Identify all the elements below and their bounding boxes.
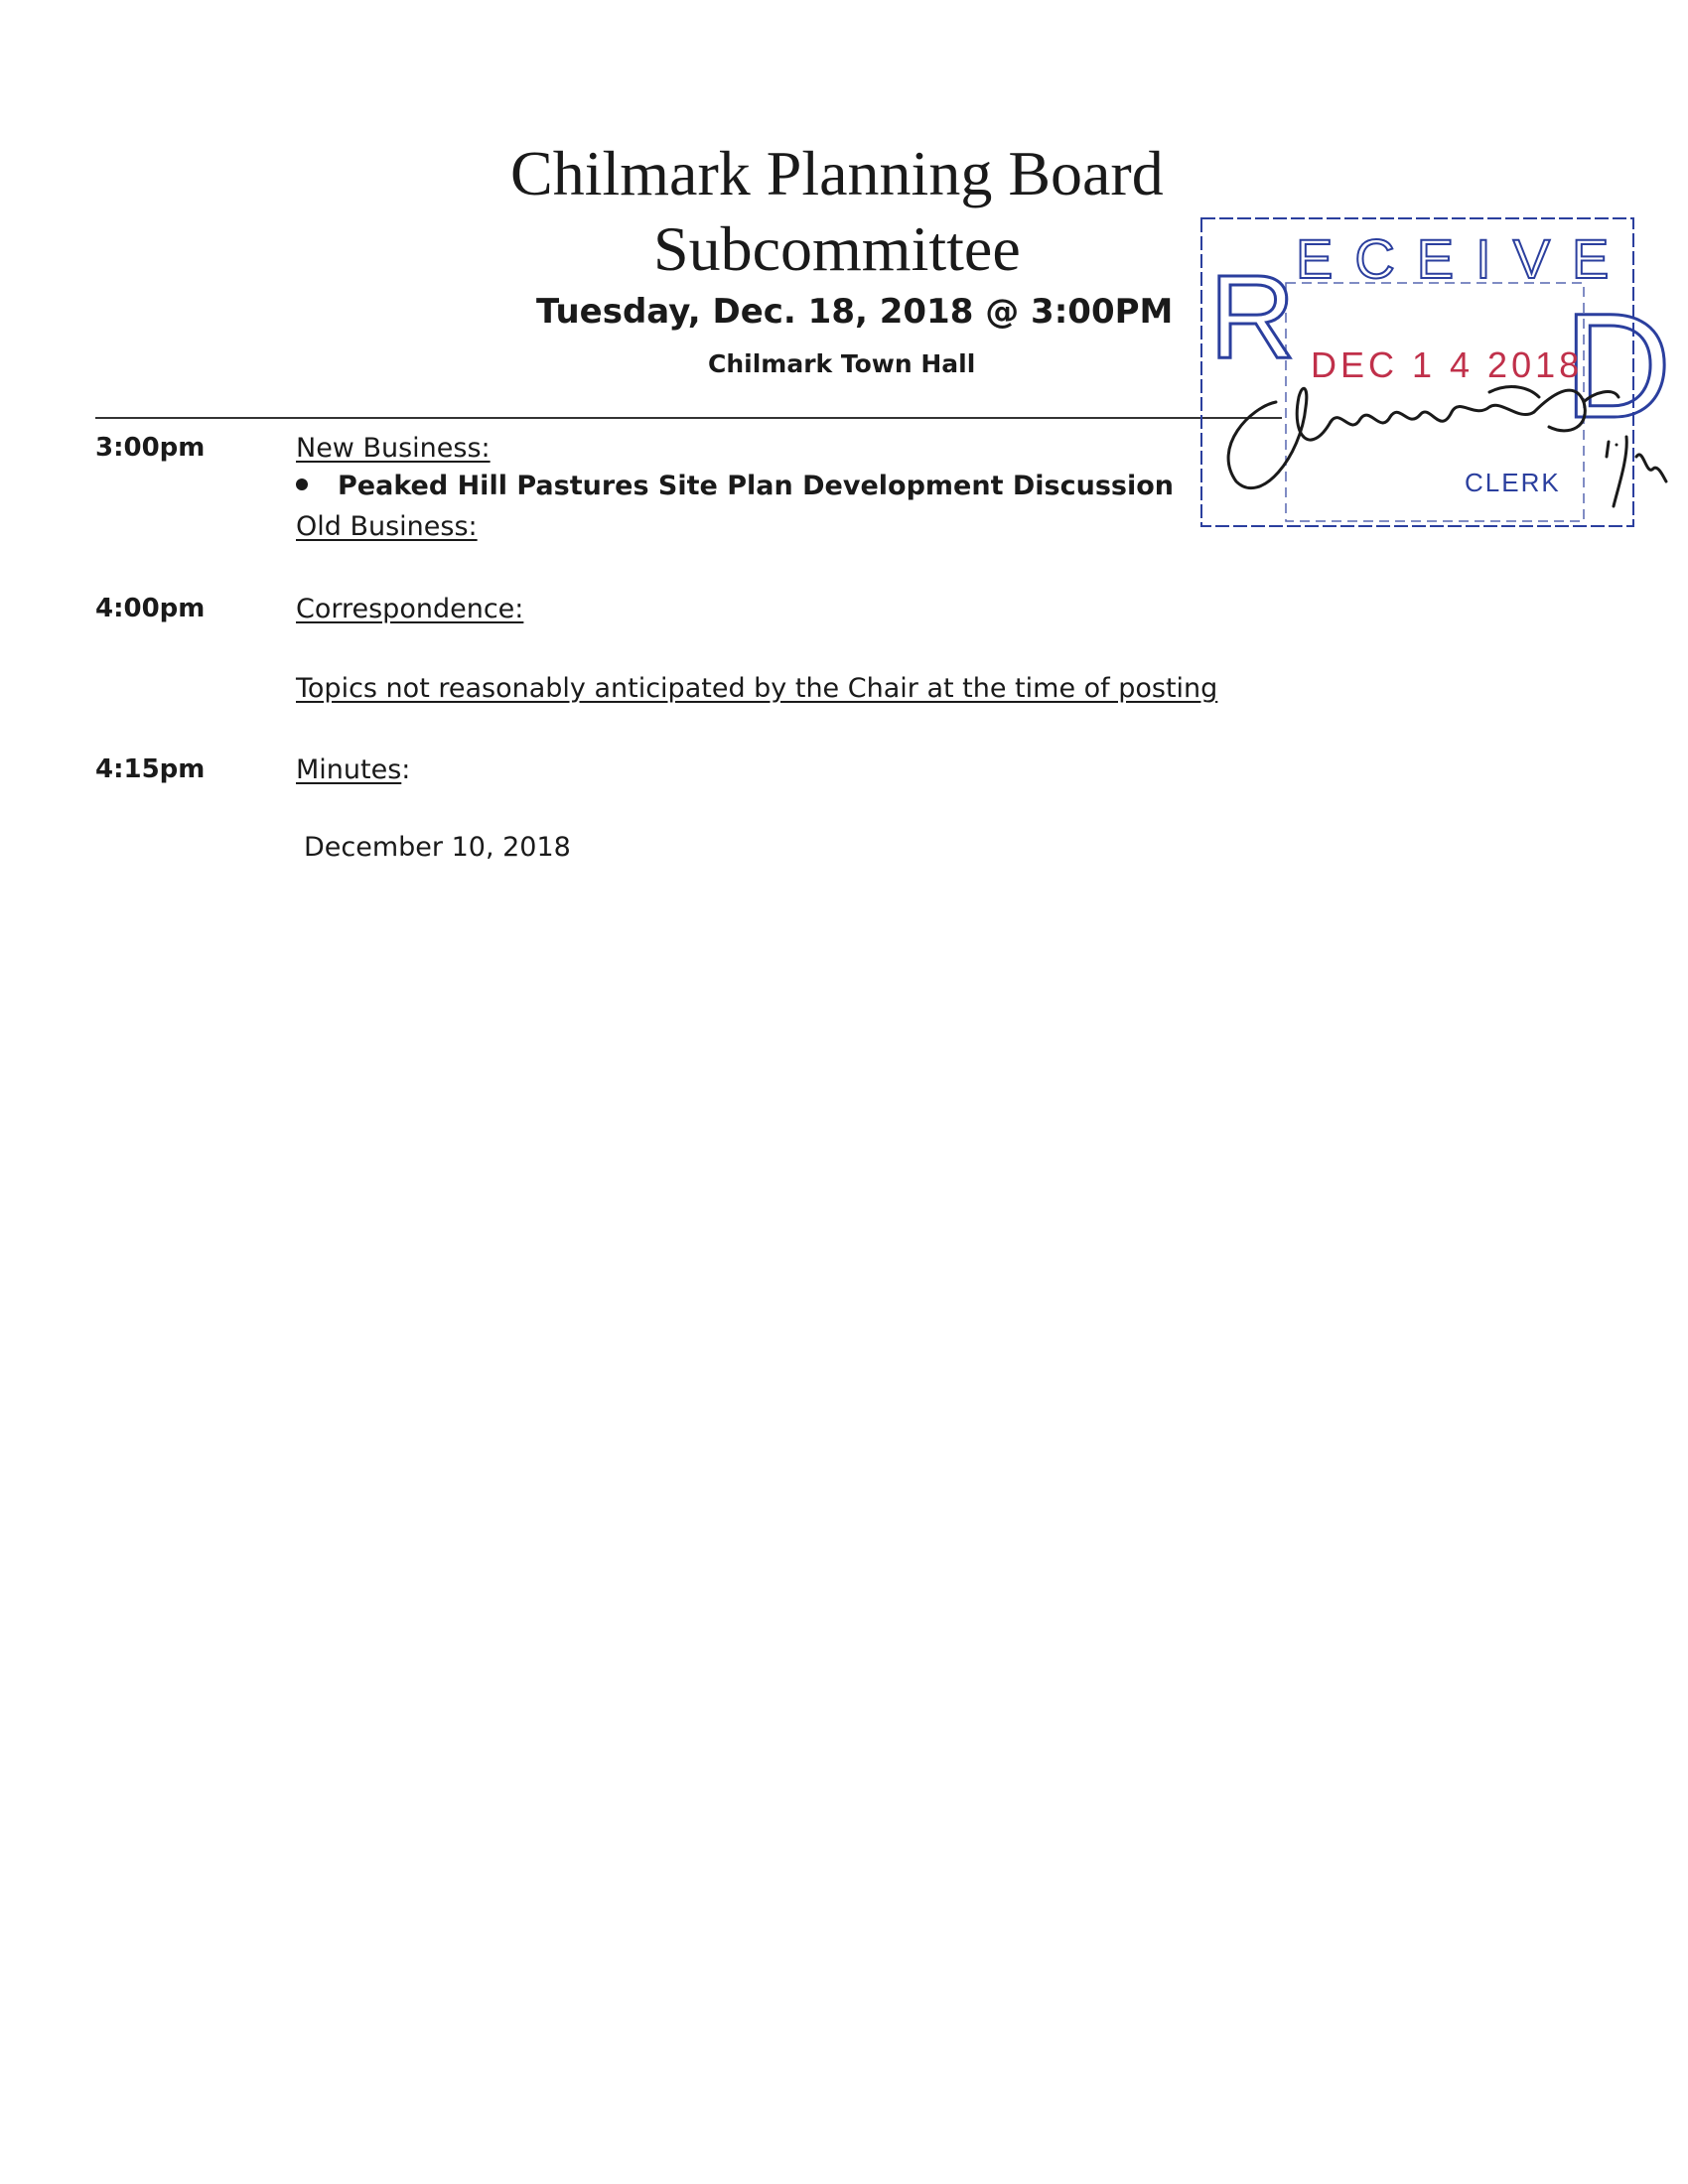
minutes-date: December 10, 2018 — [304, 832, 571, 863]
stamp-received-text: ECEIVE — [1296, 227, 1631, 290]
received-stamp — [1192, 208, 1672, 536]
agenda-time-3: 4:15pm — [95, 754, 206, 784]
stamp-letter-d: D — [1564, 282, 1672, 449]
minutes-heading-colon: : — [401, 754, 411, 785]
new-business-item — [296, 471, 1174, 501]
received-stamp-graphic — [1192, 208, 1672, 536]
new-business-item-text: Peaked Hill Pastures Site Plan Development Discussion — [338, 471, 1175, 501]
new-business-heading: New Business: — [296, 433, 491, 464]
correspondence-heading: Correspondence: — [296, 594, 524, 624]
meeting-date-time: Tuesday, Dec. 18, 2018 @ 3:00PM — [536, 292, 1174, 332]
minutes-heading-label: Minutes — [296, 754, 402, 785]
agenda-time-1: 3:00pm — [95, 433, 206, 463]
old-business-heading: Old Business: — [296, 511, 478, 542]
bullet-icon — [296, 478, 308, 490]
stamp-clerk-text: CLERK — [1465, 468, 1561, 497]
document-subtitle: Subcommittee — [653, 213, 1021, 284]
agenda-time-2: 4:00pm — [95, 594, 206, 623]
minutes-heading — [296, 754, 410, 785]
stamp-date: DEC 1 4 2018 — [1311, 344, 1584, 385]
stamp-letter-r: R — [1209, 250, 1296, 383]
meeting-location: Chilmark Town Hall — [708, 349, 976, 378]
document-title: Chilmark Planning Board — [510, 138, 1164, 208]
unanticipated-topics-heading: Topics not reasonably anticipated by the Chair at the time of posting — [296, 673, 1218, 704]
header-divider — [95, 417, 1282, 419]
